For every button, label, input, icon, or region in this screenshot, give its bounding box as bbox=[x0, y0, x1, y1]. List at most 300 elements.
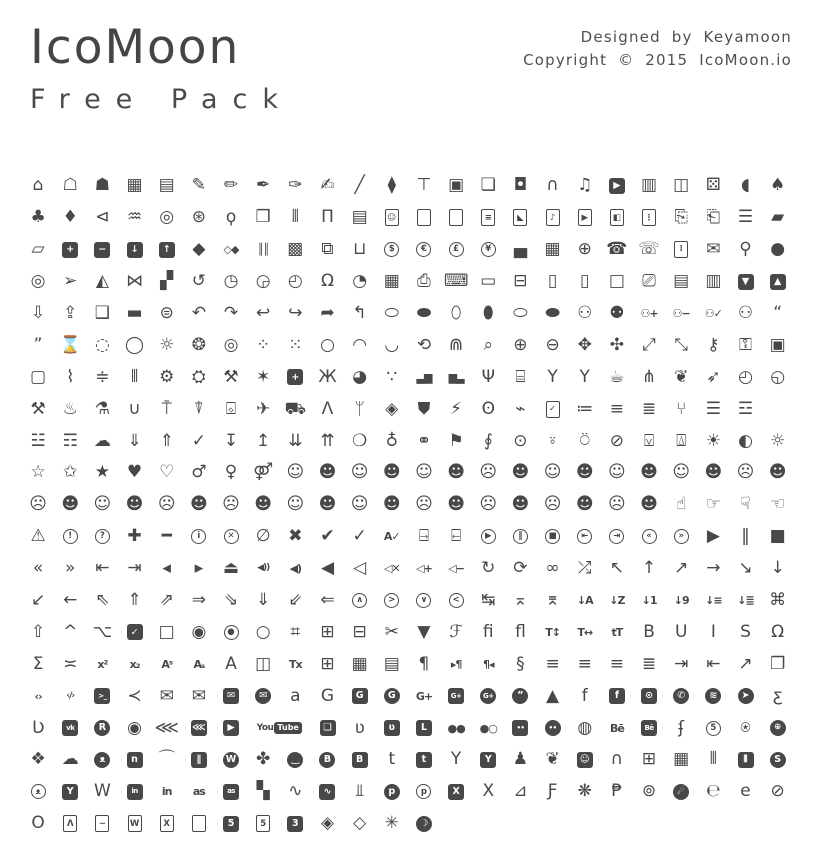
icon-arrow-up[interactable] bbox=[633, 553, 665, 585]
icon-ello[interactable] bbox=[279, 744, 311, 776]
icon-file-excel[interactable] bbox=[151, 808, 183, 840]
icon-cloud-check[interactable] bbox=[183, 425, 215, 457]
icon-circle-down[interactable] bbox=[408, 585, 440, 617]
icon-evil[interactable] bbox=[22, 489, 54, 521]
icon-stats-dots[interactable] bbox=[376, 361, 408, 393]
icon-film[interactable] bbox=[633, 170, 665, 202]
icon-paragraph-justify[interactable] bbox=[633, 648, 665, 680]
icon-smile2[interactable] bbox=[376, 457, 408, 489]
icon-text-width[interactable] bbox=[569, 616, 601, 648]
icon-github[interactable] bbox=[86, 744, 118, 776]
icon-ltr[interactable] bbox=[440, 648, 472, 680]
icon-envelop[interactable] bbox=[697, 234, 729, 266]
icon-bookmark[interactable] bbox=[633, 425, 665, 457]
icon-switch[interactable] bbox=[472, 393, 504, 425]
icon-drawer[interactable] bbox=[665, 266, 697, 298]
icon-paypal[interactable] bbox=[601, 776, 633, 808]
icon-tongue[interactable] bbox=[408, 457, 440, 489]
icon-star-full[interactable] bbox=[86, 457, 118, 489]
icon-soundcloud[interactable] bbox=[697, 744, 729, 776]
icon-drawer2[interactable] bbox=[697, 266, 729, 298]
icon-floppy-disk[interactable] bbox=[86, 298, 118, 330]
icon-copy[interactable] bbox=[665, 202, 697, 234]
icon-mic[interactable] bbox=[215, 202, 247, 234]
icon-lab[interactable] bbox=[86, 393, 118, 425]
icon-pagebreak[interactable] bbox=[247, 648, 279, 680]
icon-paragraph-center[interactable] bbox=[569, 648, 601, 680]
icon-pinterest2[interactable] bbox=[408, 776, 440, 808]
icon-camera[interactable] bbox=[504, 170, 536, 202]
icon-blog[interactable] bbox=[311, 170, 343, 202]
icon-ligature2[interactable] bbox=[504, 616, 536, 648]
icon-radio-unchecked[interactable] bbox=[247, 616, 279, 648]
icon-drive[interactable] bbox=[118, 298, 150, 330]
icon-user-tie[interactable] bbox=[729, 298, 761, 330]
icon-list-numbered[interactable] bbox=[569, 393, 601, 425]
icon-facebook[interactable] bbox=[569, 680, 601, 712]
icon-tumblr[interactable] bbox=[376, 744, 408, 776]
icon-google-drive[interactable] bbox=[537, 680, 569, 712]
icon-next[interactable] bbox=[601, 521, 633, 553]
icon-insert-template[interactable] bbox=[376, 648, 408, 680]
icon-shield[interactable] bbox=[408, 393, 440, 425]
icon-rss[interactable] bbox=[151, 712, 183, 744]
icon-magnet[interactable] bbox=[118, 393, 150, 425]
icon-steam2[interactable] bbox=[762, 712, 794, 744]
icon-pilcrow[interactable] bbox=[408, 648, 440, 680]
icon-safari[interactable] bbox=[762, 776, 794, 808]
icon-google-plus[interactable] bbox=[408, 680, 440, 712]
icon-dice[interactable] bbox=[697, 170, 729, 202]
icon-command[interactable] bbox=[762, 585, 794, 617]
icon-underline[interactable] bbox=[665, 616, 697, 648]
icon-move-down[interactable] bbox=[537, 585, 569, 617]
icon-feed[interactable] bbox=[183, 202, 215, 234]
icon-sleepy[interactable] bbox=[472, 489, 504, 521]
icon-google3[interactable] bbox=[376, 680, 408, 712]
icon-angry2[interactable] bbox=[762, 457, 794, 489]
icon-search[interactable] bbox=[472, 329, 504, 361]
icon-redo2[interactable] bbox=[279, 298, 311, 330]
icon-price-tag[interactable] bbox=[183, 234, 215, 266]
icon-share2[interactable] bbox=[118, 680, 150, 712]
icon-ticket[interactable] bbox=[311, 234, 343, 266]
icon-users[interactable] bbox=[601, 298, 633, 330]
icon-youtube2[interactable] bbox=[247, 712, 311, 744]
icon-meter2[interactable] bbox=[762, 361, 794, 393]
icon-flickr[interactable] bbox=[440, 712, 472, 744]
icon-gift[interactable] bbox=[504, 361, 536, 393]
icon-aid-kit[interactable] bbox=[279, 361, 311, 393]
icon-file-text2[interactable] bbox=[472, 202, 504, 234]
icon-heart-broken[interactable] bbox=[151, 457, 183, 489]
icon-embed2[interactable] bbox=[54, 680, 86, 712]
icon-bubbles2[interactable] bbox=[440, 298, 472, 330]
icon-home2[interactable] bbox=[54, 170, 86, 202]
icon-shrink2[interactable] bbox=[665, 329, 697, 361]
icon-volume-mute[interactable] bbox=[344, 553, 376, 585]
icon-google2[interactable] bbox=[344, 680, 376, 712]
icon-blogger2[interactable] bbox=[344, 744, 376, 776]
icon-ctrl[interactable] bbox=[54, 616, 86, 648]
icon-text-color[interactable] bbox=[215, 648, 247, 680]
icon-delicious[interactable] bbox=[247, 776, 279, 808]
icon-flattr[interactable] bbox=[504, 776, 536, 808]
icon-superscript[interactable] bbox=[86, 648, 118, 680]
icon-sort-amount-asc[interactable] bbox=[697, 585, 729, 617]
icon-lastfm[interactable] bbox=[183, 776, 215, 808]
icon-phone[interactable] bbox=[601, 234, 633, 266]
icon-loop2[interactable] bbox=[504, 553, 536, 585]
icon-glass[interactable] bbox=[537, 361, 569, 393]
icon-user-check[interactable] bbox=[697, 298, 729, 330]
icon-earth[interactable] bbox=[376, 425, 408, 457]
icon-stop2[interactable] bbox=[762, 521, 794, 553]
icon-magic-wand[interactable] bbox=[247, 361, 279, 393]
icon-laptop[interactable] bbox=[504, 266, 536, 298]
icon-mobile2[interactable] bbox=[569, 266, 601, 298]
icon-pause2[interactable] bbox=[729, 521, 761, 553]
icon-forward[interactable] bbox=[311, 298, 343, 330]
icon-download3[interactable] bbox=[279, 425, 311, 457]
icon-git[interactable] bbox=[311, 808, 343, 840]
icon-fire[interactable] bbox=[54, 393, 86, 425]
icon-volume-increase[interactable] bbox=[408, 553, 440, 585]
icon-cool[interactable] bbox=[665, 457, 697, 489]
icon-folder-plus[interactable] bbox=[54, 234, 86, 266]
icon-eye-plus[interactable] bbox=[537, 425, 569, 457]
icon-shocked[interactable] bbox=[86, 489, 118, 521]
icon-codepen[interactable] bbox=[344, 808, 376, 840]
icon-yelp[interactable] bbox=[569, 776, 601, 808]
icon-instagram[interactable] bbox=[633, 680, 665, 712]
icon-spinner2[interactable] bbox=[118, 329, 150, 361]
icon-mug[interactable] bbox=[601, 361, 633, 393]
icon-folder-minus[interactable] bbox=[86, 234, 118, 266]
icon-shocked2[interactable] bbox=[118, 489, 150, 521]
icon-tumblr2[interactable] bbox=[408, 744, 440, 776]
icon-eye[interactable] bbox=[504, 425, 536, 457]
icon-sad2[interactable] bbox=[504, 457, 536, 489]
icon-menu2[interactable] bbox=[729, 393, 761, 425]
icon-opera[interactable] bbox=[22, 808, 54, 840]
icon-arrow-up-left[interactable] bbox=[601, 553, 633, 585]
icon-wikipedia[interactable] bbox=[86, 776, 118, 808]
icon-spinner6[interactable] bbox=[247, 329, 279, 361]
icon-spinner4[interactable] bbox=[183, 329, 215, 361]
icon-cloud[interactable] bbox=[86, 425, 118, 457]
icon-happy[interactable] bbox=[279, 457, 311, 489]
icon-indent-increase[interactable] bbox=[665, 648, 697, 680]
icon-mail2[interactable] bbox=[183, 680, 215, 712]
icon-confused2[interactable] bbox=[247, 489, 279, 521]
icon-confused[interactable] bbox=[215, 489, 247, 521]
icon-stumbleupon2[interactable] bbox=[311, 776, 343, 808]
icon-phone-hang-up[interactable] bbox=[633, 234, 665, 266]
icon-rss2[interactable] bbox=[183, 712, 215, 744]
icon-printer[interactable] bbox=[408, 266, 440, 298]
icon-eye-blocked[interactable] bbox=[601, 425, 633, 457]
icon-omega[interactable] bbox=[762, 616, 794, 648]
icon-wink2[interactable] bbox=[569, 457, 601, 489]
icon-woman[interactable] bbox=[215, 457, 247, 489]
icon-flag[interactable] bbox=[440, 425, 472, 457]
icon-stack[interactable] bbox=[729, 202, 761, 234]
icon-office[interactable] bbox=[118, 170, 150, 202]
icon-sort-numeric-asc[interactable] bbox=[633, 585, 665, 617]
icon-linkedin[interactable] bbox=[118, 776, 150, 808]
icon-arrow-up-right2[interactable] bbox=[151, 585, 183, 617]
icon-upload3[interactable] bbox=[311, 425, 343, 457]
icon-play3[interactable] bbox=[697, 521, 729, 553]
icon-video-camera[interactable] bbox=[665, 170, 697, 202]
icon-man[interactable] bbox=[183, 457, 215, 489]
icon-spotify[interactable] bbox=[697, 680, 729, 712]
icon-infinite[interactable] bbox=[537, 553, 569, 585]
icon-database[interactable] bbox=[151, 298, 183, 330]
icon-cloud-download[interactable] bbox=[118, 425, 150, 457]
icon-indent-decrease[interactable] bbox=[697, 648, 729, 680]
icon-power-cord[interactable] bbox=[504, 393, 536, 425]
icon-star-empty[interactable] bbox=[22, 457, 54, 489]
icon-radio-checked2[interactable] bbox=[215, 616, 247, 648]
icon-sort-alpha-desc[interactable] bbox=[601, 585, 633, 617]
icon-bin2[interactable] bbox=[183, 393, 215, 425]
icon-attachment[interactable] bbox=[472, 425, 504, 457]
icon-eyedropper[interactable] bbox=[344, 170, 376, 202]
icon-clipboard[interactable] bbox=[537, 393, 569, 425]
icon-table2[interactable] bbox=[344, 648, 376, 680]
icon-file-video[interactable] bbox=[601, 202, 633, 234]
icon-subscript[interactable] bbox=[118, 648, 150, 680]
icon-text-height[interactable] bbox=[537, 616, 569, 648]
icon-box-add[interactable] bbox=[729, 266, 761, 298]
icon-sad[interactable] bbox=[472, 457, 504, 489]
icon-cloud-upload[interactable] bbox=[151, 425, 183, 457]
icon-IcoMoon[interactable] bbox=[408, 808, 440, 840]
icon-volume-high[interactable] bbox=[247, 553, 279, 585]
icon-google-plus3[interactable] bbox=[472, 680, 504, 712]
icon-sort-numberic-desc[interactable] bbox=[665, 585, 697, 617]
icon-qrcode[interactable] bbox=[279, 234, 311, 266]
icon-hipster[interactable] bbox=[344, 489, 376, 521]
icon-mail[interactable] bbox=[151, 680, 183, 712]
icon-eject[interactable] bbox=[215, 553, 247, 585]
icon-images[interactable] bbox=[472, 170, 504, 202]
icon-baffled[interactable] bbox=[151, 489, 183, 521]
icon-deviantart[interactable] bbox=[665, 712, 697, 744]
icon-folder[interactable] bbox=[762, 202, 794, 234]
icon-clock2[interactable] bbox=[247, 266, 279, 298]
icon-bubbles[interactable] bbox=[408, 298, 440, 330]
icon-clubs[interactable] bbox=[22, 202, 54, 234]
icon-arrow-right2[interactable] bbox=[183, 585, 215, 617]
icon-trello[interactable] bbox=[183, 744, 215, 776]
icon-checkmark2[interactable] bbox=[344, 521, 376, 553]
icon-arrow-down[interactable] bbox=[762, 553, 794, 585]
icon-road[interactable] bbox=[311, 393, 343, 425]
icon-meter[interactable] bbox=[729, 361, 761, 393]
icon-libreoffice[interactable] bbox=[183, 808, 215, 840]
icon-location2[interactable] bbox=[22, 266, 54, 298]
icon-bug[interactable] bbox=[311, 361, 343, 393]
icon-checkbox-checked[interactable] bbox=[118, 616, 150, 648]
icon-file-word[interactable] bbox=[118, 808, 150, 840]
icon-blogger[interactable] bbox=[311, 744, 343, 776]
icon-neutral2[interactable] bbox=[311, 489, 343, 521]
icon-display[interactable] bbox=[472, 266, 504, 298]
icon-page-break[interactable] bbox=[54, 648, 86, 680]
icon-new-tab[interactable] bbox=[762, 648, 794, 680]
icon-map2[interactable] bbox=[151, 266, 183, 298]
icon-undo2[interactable] bbox=[247, 298, 279, 330]
icon-opt[interactable] bbox=[86, 616, 118, 648]
icon-flickr2[interactable] bbox=[472, 712, 504, 744]
icon-calculator[interactable] bbox=[537, 234, 569, 266]
icon-diamonds[interactable] bbox=[54, 202, 86, 234]
icon-plus[interactable] bbox=[118, 521, 150, 553]
icon-map[interactable] bbox=[118, 266, 150, 298]
icon-pencil2[interactable] bbox=[215, 170, 247, 202]
icon-renren[interactable] bbox=[86, 712, 118, 744]
icon-volume-low[interactable] bbox=[311, 553, 343, 585]
icon-airplane[interactable] bbox=[247, 393, 279, 425]
icon-css3[interactable] bbox=[279, 808, 311, 840]
icon-arrow-left[interactable] bbox=[54, 585, 86, 617]
icon-clock[interactable] bbox=[215, 266, 247, 298]
icon-bullhorn[interactable] bbox=[86, 202, 118, 234]
icon-wrench[interactable] bbox=[54, 361, 86, 393]
icon-forward2[interactable] bbox=[665, 521, 697, 553]
icon-crying2[interactable] bbox=[633, 489, 665, 521]
icon-address-book[interactable] bbox=[665, 234, 697, 266]
icon-enter[interactable] bbox=[408, 521, 440, 553]
icon-menu4[interactable] bbox=[54, 425, 86, 457]
icon-scissors[interactable] bbox=[376, 616, 408, 648]
icon-power[interactable] bbox=[440, 393, 472, 425]
icon-tree[interactable] bbox=[665, 393, 697, 425]
icon-blocked[interactable] bbox=[247, 521, 279, 553]
icon-cart[interactable] bbox=[344, 234, 376, 266]
icon-circle-left[interactable] bbox=[440, 585, 472, 617]
icon-hangouts[interactable] bbox=[504, 680, 536, 712]
icon-home[interactable] bbox=[22, 170, 54, 202]
icon-crop[interactable] bbox=[279, 616, 311, 648]
icon-stackoverflow[interactable] bbox=[344, 776, 376, 808]
icon-cogs[interactable] bbox=[183, 361, 215, 393]
icon-arrow-down2[interactable] bbox=[247, 585, 279, 617]
icon-trophy[interactable] bbox=[472, 361, 504, 393]
icon-bell[interactable] bbox=[311, 266, 343, 298]
icon-reply[interactable] bbox=[344, 298, 376, 330]
icon-truck[interactable] bbox=[279, 393, 311, 425]
icon-bookmarks[interactable] bbox=[665, 425, 697, 457]
icon-bold[interactable] bbox=[633, 616, 665, 648]
icon-foursquare[interactable] bbox=[537, 776, 569, 808]
icon-stats-bars2[interactable] bbox=[440, 361, 472, 393]
icon-exit[interactable] bbox=[440, 521, 472, 553]
icon-wink[interactable] bbox=[537, 457, 569, 489]
icon-angry[interactable] bbox=[729, 457, 761, 489]
icon-edge[interactable] bbox=[729, 776, 761, 808]
icon-previous2[interactable] bbox=[151, 553, 183, 585]
icon-redo[interactable] bbox=[215, 298, 247, 330]
icon-pinterest[interactable] bbox=[376, 776, 408, 808]
icon-volume-mute2[interactable] bbox=[376, 553, 408, 585]
icon-spades[interactable] bbox=[762, 170, 794, 202]
icon-spinner7[interactable] bbox=[279, 329, 311, 361]
icon-spinner5[interactable] bbox=[215, 329, 247, 361]
icon-equalizer[interactable] bbox=[86, 361, 118, 393]
icon-amazon[interactable] bbox=[279, 680, 311, 712]
icon-contrast[interactable] bbox=[729, 425, 761, 457]
icon-files-empty[interactable] bbox=[440, 202, 472, 234]
icon-evil2[interactable] bbox=[54, 489, 86, 521]
icon-box-remove[interactable] bbox=[762, 266, 794, 298]
icon-font-size[interactable] bbox=[601, 616, 633, 648]
icon-coin-yen[interactable] bbox=[472, 234, 504, 266]
icon-volume-decrease[interactable] bbox=[440, 553, 472, 585]
icon-arrow-down-left2[interactable] bbox=[279, 585, 311, 617]
icon-wordpress[interactable] bbox=[215, 744, 247, 776]
icon-location[interactable] bbox=[762, 234, 794, 266]
icon-file-music[interactable] bbox=[537, 202, 569, 234]
icon-checkbox-unchecked[interactable] bbox=[151, 616, 183, 648]
icon-upload[interactable] bbox=[54, 298, 86, 330]
icon-ligature[interactable] bbox=[472, 616, 504, 648]
icon-radio-checked[interactable] bbox=[183, 616, 215, 648]
icon-newspaper[interactable] bbox=[151, 170, 183, 202]
icon-hipster2[interactable] bbox=[376, 489, 408, 521]
icon-vine[interactable] bbox=[22, 712, 54, 744]
icon-eye-minus[interactable] bbox=[569, 425, 601, 457]
icon-spoon-knife[interactable] bbox=[633, 361, 665, 393]
icon-folder-open[interactable] bbox=[22, 234, 54, 266]
icon-history[interactable] bbox=[183, 266, 215, 298]
icon-spell-check[interactable] bbox=[376, 521, 408, 553]
icon-leaf[interactable] bbox=[665, 361, 697, 393]
icon-keyboard[interactable] bbox=[440, 266, 472, 298]
icon-arrow-down-left[interactable] bbox=[22, 585, 54, 617]
icon-hackernews[interactable] bbox=[54, 776, 86, 808]
icon-lastfm2[interactable] bbox=[215, 776, 247, 808]
icon-alarm[interactable] bbox=[279, 266, 311, 298]
icon-telegram[interactable] bbox=[729, 680, 761, 712]
icon-paragraph-right[interactable] bbox=[601, 648, 633, 680]
icon-first[interactable] bbox=[86, 553, 118, 585]
icon-cool2[interactable] bbox=[697, 457, 729, 489]
icon-pause[interactable] bbox=[504, 521, 536, 553]
icon-enlarge[interactable] bbox=[569, 329, 601, 361]
icon-enlarge2[interactable] bbox=[633, 329, 665, 361]
icon-behance2[interactable] bbox=[633, 712, 665, 744]
icon-accessibility[interactable] bbox=[344, 393, 376, 425]
icon-question[interactable] bbox=[86, 521, 118, 553]
icon-IE[interactable] bbox=[697, 776, 729, 808]
icon-download2[interactable] bbox=[215, 425, 247, 457]
icon-frustrated[interactable] bbox=[537, 489, 569, 521]
icon-android[interactable] bbox=[601, 744, 633, 776]
icon-binoculars[interactable] bbox=[440, 329, 472, 361]
icon-file-picture[interactable] bbox=[504, 202, 536, 234]
icon-cog[interactable] bbox=[151, 361, 183, 393]
icon-share[interactable] bbox=[729, 648, 761, 680]
icon-mobile[interactable] bbox=[537, 266, 569, 298]
icon-stumbleupon[interactable] bbox=[279, 776, 311, 808]
icon-appleinc[interactable] bbox=[537, 744, 569, 776]
icon-coin-euro[interactable] bbox=[408, 234, 440, 266]
icon-file-text[interactable] bbox=[344, 202, 376, 234]
